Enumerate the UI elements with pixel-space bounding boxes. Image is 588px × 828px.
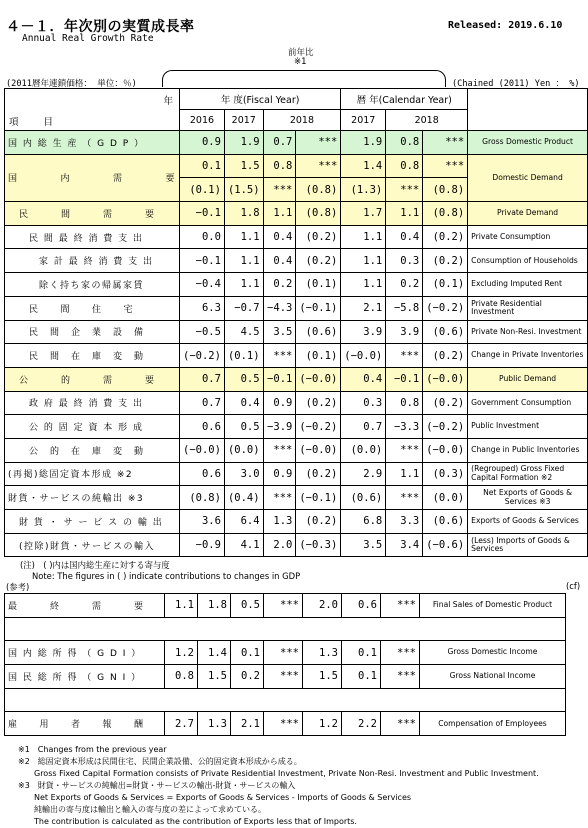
row-english-label: Private Demand [468,202,588,226]
value-cell: (−0.0) [180,438,225,462]
footnote-line: ※2 総固定資本形成は民間住宅、民間企業設備、公的固定資本形成から成る。 [18,757,302,766]
table-row [5,641,566,665]
value-cell: (−0.2) [423,296,468,320]
value-cell: 1.1 [165,594,198,618]
value-cell: (0.2) [423,391,468,415]
value-cell: −0.1 [180,202,225,226]
value-cell: 3.5 [263,320,296,344]
table-row [5,510,588,534]
value-cell: 1.1 [341,225,386,249]
value-cell: 1.8 [224,202,263,226]
value-cell: 0.7 [263,131,296,155]
value-cell: 0.1 [342,641,381,665]
table-row [5,320,588,344]
value-cell: 1.7 [341,202,386,226]
unit-right: (Chained (2011) Yen ： %) [452,79,580,89]
row-english-label: Compensation of Employees [420,712,566,736]
value-cell: *** [381,712,420,736]
row-label: 家 計 最 終 消 費 支 出 [5,249,180,273]
table-row [5,273,588,297]
page-title: ４－１．年次別の実質成長率 [6,19,195,35]
value-cell: *** [264,594,303,618]
corner-cell [5,89,180,131]
row-label: 財 貨 ・ サ ー ビ ス の 輸 出 [5,510,180,534]
value-cell: (0.8) [423,178,468,202]
value-cell: 0.4 [224,391,263,415]
value-cell: −0.7 [224,296,263,320]
value-cell: 0.9 [263,391,296,415]
row-english-label: Final Sales of Domestic Product [420,594,566,618]
value-cell: (−0.2) [180,344,225,368]
footnote-line: ※1 Changes from the previous year [18,745,167,754]
row-english-label: Government Consumption [468,391,588,415]
value-cell: 0.1 [342,665,381,689]
value-cell: (0.1) [296,344,341,368]
notes-block [20,559,300,581]
value-cell: (−0.6) [423,533,468,557]
fy-2016: 2016 [180,110,225,131]
value-cell: −4.3 [263,296,296,320]
fy-2017: 2017 [224,110,263,131]
value-cell: 0.4 [263,249,296,273]
value-cell: 4.1 [224,533,263,557]
value-cell: 1.3 [198,712,231,736]
calendar-year-header: 暦 年(Calendar Year) [341,89,468,110]
value-cell: 2.9 [341,462,386,486]
row-label: 公 的 需 要 [5,367,180,391]
fy-2018: 2018 [263,110,341,131]
brace-divider [162,70,446,87]
value-cell: 0.7 [180,367,225,391]
footnote-line: Net Exports of Goods & Services = Exports of Goods & Services - Imports of Goods & Services [18,793,412,802]
value-cell: *** [386,178,423,202]
value-cell: 1.1 [386,462,423,486]
spacer-cell [5,688,566,712]
value-cell: (−0.3) [296,533,341,557]
value-cell: *** [264,712,303,736]
value-cell: 0.4 [341,367,386,391]
release-date: Released: 2019.6.10 [448,20,563,31]
cf-label: (cf) [566,581,581,591]
row-english-label: Public Investment [468,415,588,439]
value-cell: (0.0) [224,438,263,462]
value-cell: 0.5 [231,594,264,618]
value-cell: (0.6) [341,486,386,510]
row-label: 除く持ち家の帰属家賃 [5,273,180,297]
value-cell: (0.0) [341,438,386,462]
value-cell: 0.1 [231,641,264,665]
value-cell: (1.3) [341,178,386,202]
row-label: 公 的 在 庫 変 動 [5,438,180,462]
value-cell: (0.4) [224,486,263,510]
value-cell: −0.1 [180,249,225,273]
value-cell: (0.2) [296,462,341,486]
row-english-label: Excluding Imputed Rent [468,273,588,297]
value-cell: 2.2 [342,712,381,736]
value-cell: −5.8 [386,296,423,320]
row-english-label: (Less) Imports of Goods & Services [468,533,588,557]
note-en: Note: The figures in ( ) indicate contributions to changes in GDP [32,571,301,581]
row-label: 国 内 総 所 得 （ G D I ） [5,641,165,665]
spacer-row [5,617,566,641]
value-cell: 0.7 [341,415,386,439]
value-cell: 1.2 [303,712,342,736]
value-cell: 1.4 [198,641,231,665]
value-cell: 0.8 [263,154,296,178]
value-cell: 6.3 [180,296,225,320]
table-row [5,249,588,273]
value-cell: (0.2) [296,225,341,249]
value-cell: 1.1 [386,202,423,226]
value-cell: (0.1) [423,273,468,297]
value-cell: 0.9 [263,462,296,486]
value-cell: 0.8 [386,131,423,155]
row-english-label: (Regrouped) Gross Fixed Capital Formation ※2 [468,462,588,486]
value-cell: *** [296,154,341,178]
reference-table [4,593,566,736]
year-axis-label: 年 [163,96,174,107]
value-cell: *** [386,344,423,368]
value-cell: 1.4 [341,154,386,178]
value-cell: 0.2 [231,665,264,689]
value-cell: (1.5) [224,178,263,202]
prev-year-label: 前年比 [288,48,314,58]
value-cell: 0.2 [386,273,423,297]
value-cell: 1.3 [303,641,342,665]
row-label: 民 間 最 終 消 費 支 出 [5,225,180,249]
row-label: 国 民 総 所 得 （ G N I ） [5,665,165,689]
row-label: 雇 用 者 報 酬 [5,712,165,736]
row-label: 財貨・サービスの純輸出 ※3 [5,486,180,510]
value-cell: 1.5 [198,665,231,689]
value-cell: 0.6 [180,462,225,486]
value-cell: *** [386,438,423,462]
reference-body [5,594,566,736]
value-cell: *** [263,438,296,462]
value-cell: −0.1 [263,367,296,391]
value-cell: 3.4 [386,533,423,557]
value-cell: 3.0 [224,462,263,486]
row-label: 国 内 総 生 産 （ G D P ） [5,131,180,155]
value-cell: 0.0 [180,225,225,249]
value-cell: 2.1 [231,712,264,736]
table-row [5,225,588,249]
value-cell: (0.2) [423,344,468,368]
footnotes [18,744,539,828]
cy-2018: 2018 [386,110,468,131]
value-cell: 0.9 [180,131,225,155]
table-row [5,391,588,415]
table-row [5,296,588,320]
value-cell: (0.2) [296,510,341,534]
value-cell: 3.3 [386,510,423,534]
value-cell: *** [296,131,341,155]
value-cell: (−0.0) [296,438,341,462]
footnote-line: The contribution is calculated as the contribution of Exports less that of Imports. [18,817,357,826]
reference-label: (参考) [6,582,30,592]
table-row [5,154,588,178]
value-cell: 0.8 [386,391,423,415]
value-cell: *** [381,641,420,665]
table-row [5,367,588,391]
table-row [5,533,588,557]
row-english-label: Consumption of Households [468,249,588,273]
value-cell: (0.2) [296,249,341,273]
value-cell: 0.5 [224,415,263,439]
value-cell: (0.1) [224,344,263,368]
value-cell: (0.8) [423,202,468,226]
footnote-line: Gross Fixed Capital Formation consists of Private Residential Investment, Private Non-Resi. Investment and Public Investment. [18,769,539,778]
row-english-label: Net Exports of Goods & Services ※3 [468,486,588,510]
row-english-label: Private Consumption [468,225,588,249]
row-label: 民 間 在 庫 変 動 [5,344,180,368]
note-ja: (注) ( )内は国内総生産に対する寄与度 [20,560,170,570]
value-cell: (0.6) [296,320,341,344]
growth-rate-table [4,88,588,557]
row-english-label: Private Non-Resi. Investment [468,320,588,344]
value-cell: 1.3 [263,510,296,534]
row-english-label: Change in Private Inventories [468,344,588,368]
value-cell: 1.5 [303,665,342,689]
value-cell: −3.3 [386,415,423,439]
spacer-row [5,688,566,712]
row-label: 民 間 需 要 [5,202,180,226]
table-row [5,202,588,226]
value-cell: (0.8) [296,202,341,226]
table-row [5,665,566,689]
row-english-label: Gross Domestic Income [420,641,566,665]
value-cell: 0.3 [341,391,386,415]
value-cell: −3.9 [263,415,296,439]
value-cell: 0.6 [180,415,225,439]
value-cell: 3.9 [341,320,386,344]
value-cell: 0.4 [386,225,423,249]
table-row [5,712,566,736]
value-cell: 2.0 [263,533,296,557]
value-cell: (−0.0) [341,344,386,368]
row-english-label: Domestic Demand [468,154,588,201]
row-label: 国 内 需 要 [5,154,180,201]
value-cell: 0.6 [342,594,381,618]
value-cell: 0.5 [224,367,263,391]
header-row-1 [5,89,588,110]
value-cell: 2.0 [303,594,342,618]
value-cell: 1.1 [224,225,263,249]
value-cell: −0.4 [180,273,225,297]
value-cell: 3.9 [386,320,423,344]
value-cell: *** [264,641,303,665]
value-cell: (−0.2) [423,415,468,439]
row-label: 民 間 住 宅 [5,296,180,320]
value-cell: *** [263,486,296,510]
value-cell: 1.9 [341,131,386,155]
value-cell: 3.5 [341,533,386,557]
value-cell: 1.1 [224,249,263,273]
value-cell: *** [264,665,303,689]
value-cell: 3.6 [180,510,225,534]
value-cell: 0.3 [386,249,423,273]
table-row [5,415,588,439]
value-cell: 0.7 [180,391,225,415]
value-cell: 4.5 [224,320,263,344]
row-english-label: Change in Public Inventories [468,438,588,462]
value-cell: (0.8) [180,486,225,510]
value-cell: *** [263,344,296,368]
value-cell: *** [423,131,468,155]
value-cell: *** [381,665,420,689]
value-cell: 2.1 [341,296,386,320]
value-cell: 1.2 [165,641,198,665]
value-cell: *** [381,594,420,618]
value-cell: *** [386,486,423,510]
value-cell: 1.1 [263,202,296,226]
value-cell: (0.0) [423,486,468,510]
footnote-line: ※3 財貨・サービスの純輸出=財貨・サービスの輸出-財貨・サービスの輸入 [18,781,296,790]
row-label: 最 終 需 要 [5,594,165,618]
value-cell: 0.1 [180,154,225,178]
english-header [468,89,588,131]
row-english-label: Private Residential Investment [468,296,588,320]
value-cell: 1.5 [224,154,263,178]
value-cell: −0.9 [180,533,225,557]
value-cell: 0.2 [263,273,296,297]
table-row [5,462,588,486]
row-english-label: Exports of Goods & Services [468,510,588,534]
row-label: (再掲)総固定資本形成 ※2 [5,462,180,486]
value-cell: 0.8 [165,665,198,689]
value-cell: 1.1 [224,273,263,297]
value-cell: (−0.1) [296,296,341,320]
row-label: (控除)財貨・サービスの輸入 [5,533,180,557]
value-cell: (0.6) [423,320,468,344]
value-cell: 1.1 [341,249,386,273]
value-cell: (0.8) [296,178,341,202]
row-label: 民 間 企 業 設 備 [5,320,180,344]
value-cell: (−0.0) [423,438,468,462]
value-cell: 1.1 [341,273,386,297]
table-body [5,89,588,557]
value-cell: (−0.0) [296,367,341,391]
row-english-label: Gross National Income [420,665,566,689]
value-cell: 0.8 [386,154,423,178]
table-row [5,486,588,510]
table-row [5,131,588,155]
row-label: 公 的 固 定 資 本 形 成 [5,415,180,439]
row-label: 政 府 最 終 消 費 支 出 [5,391,180,415]
value-cell: −0.1 [386,367,423,391]
value-cell: (0.2) [423,249,468,273]
value-cell: 1.9 [224,131,263,155]
fiscal-year-header: 年 度(Fiscal Year) [180,89,341,110]
table-row [5,438,588,462]
value-cell: −0.5 [180,320,225,344]
value-cell: (0.3) [423,462,468,486]
value-cell: (0.2) [296,391,341,415]
row-english-label: Public Demand [468,367,588,391]
spacer-cell [5,617,566,641]
value-cell: (−0.2) [296,415,341,439]
value-cell: 1.8 [198,594,231,618]
table-row [5,594,566,618]
prev-year-note: ※1 [294,57,307,67]
value-cell: 0.4 [263,225,296,249]
value-cell: (−0.1) [296,486,341,510]
unit-left: (2011暦年連鎖価格： 単位：％) [6,79,137,89]
value-cell: (0.1) [180,178,225,202]
footnote-line: 純輸出の寄与度は輸出と輸入の寄与度の差によって求めている。 [18,805,266,814]
value-cell: (0.1) [296,273,341,297]
value-cell: (−0.0) [423,367,468,391]
value-cell: (0.2) [423,225,468,249]
value-cell: 2.7 [165,712,198,736]
cy-2017: 2017 [341,110,386,131]
row-english-label: Gross Domestic Product [468,131,588,155]
value-cell: *** [423,154,468,178]
item-axis-label: 項 目 [9,117,56,128]
page-subtitle: Annual Real Growth Rate [22,33,154,44]
value-cell: 6.8 [341,510,386,534]
value-cell: 6.4 [224,510,263,534]
value-cell: *** [263,178,296,202]
table-row [5,344,588,368]
value-cell: (0.6) [423,510,468,534]
